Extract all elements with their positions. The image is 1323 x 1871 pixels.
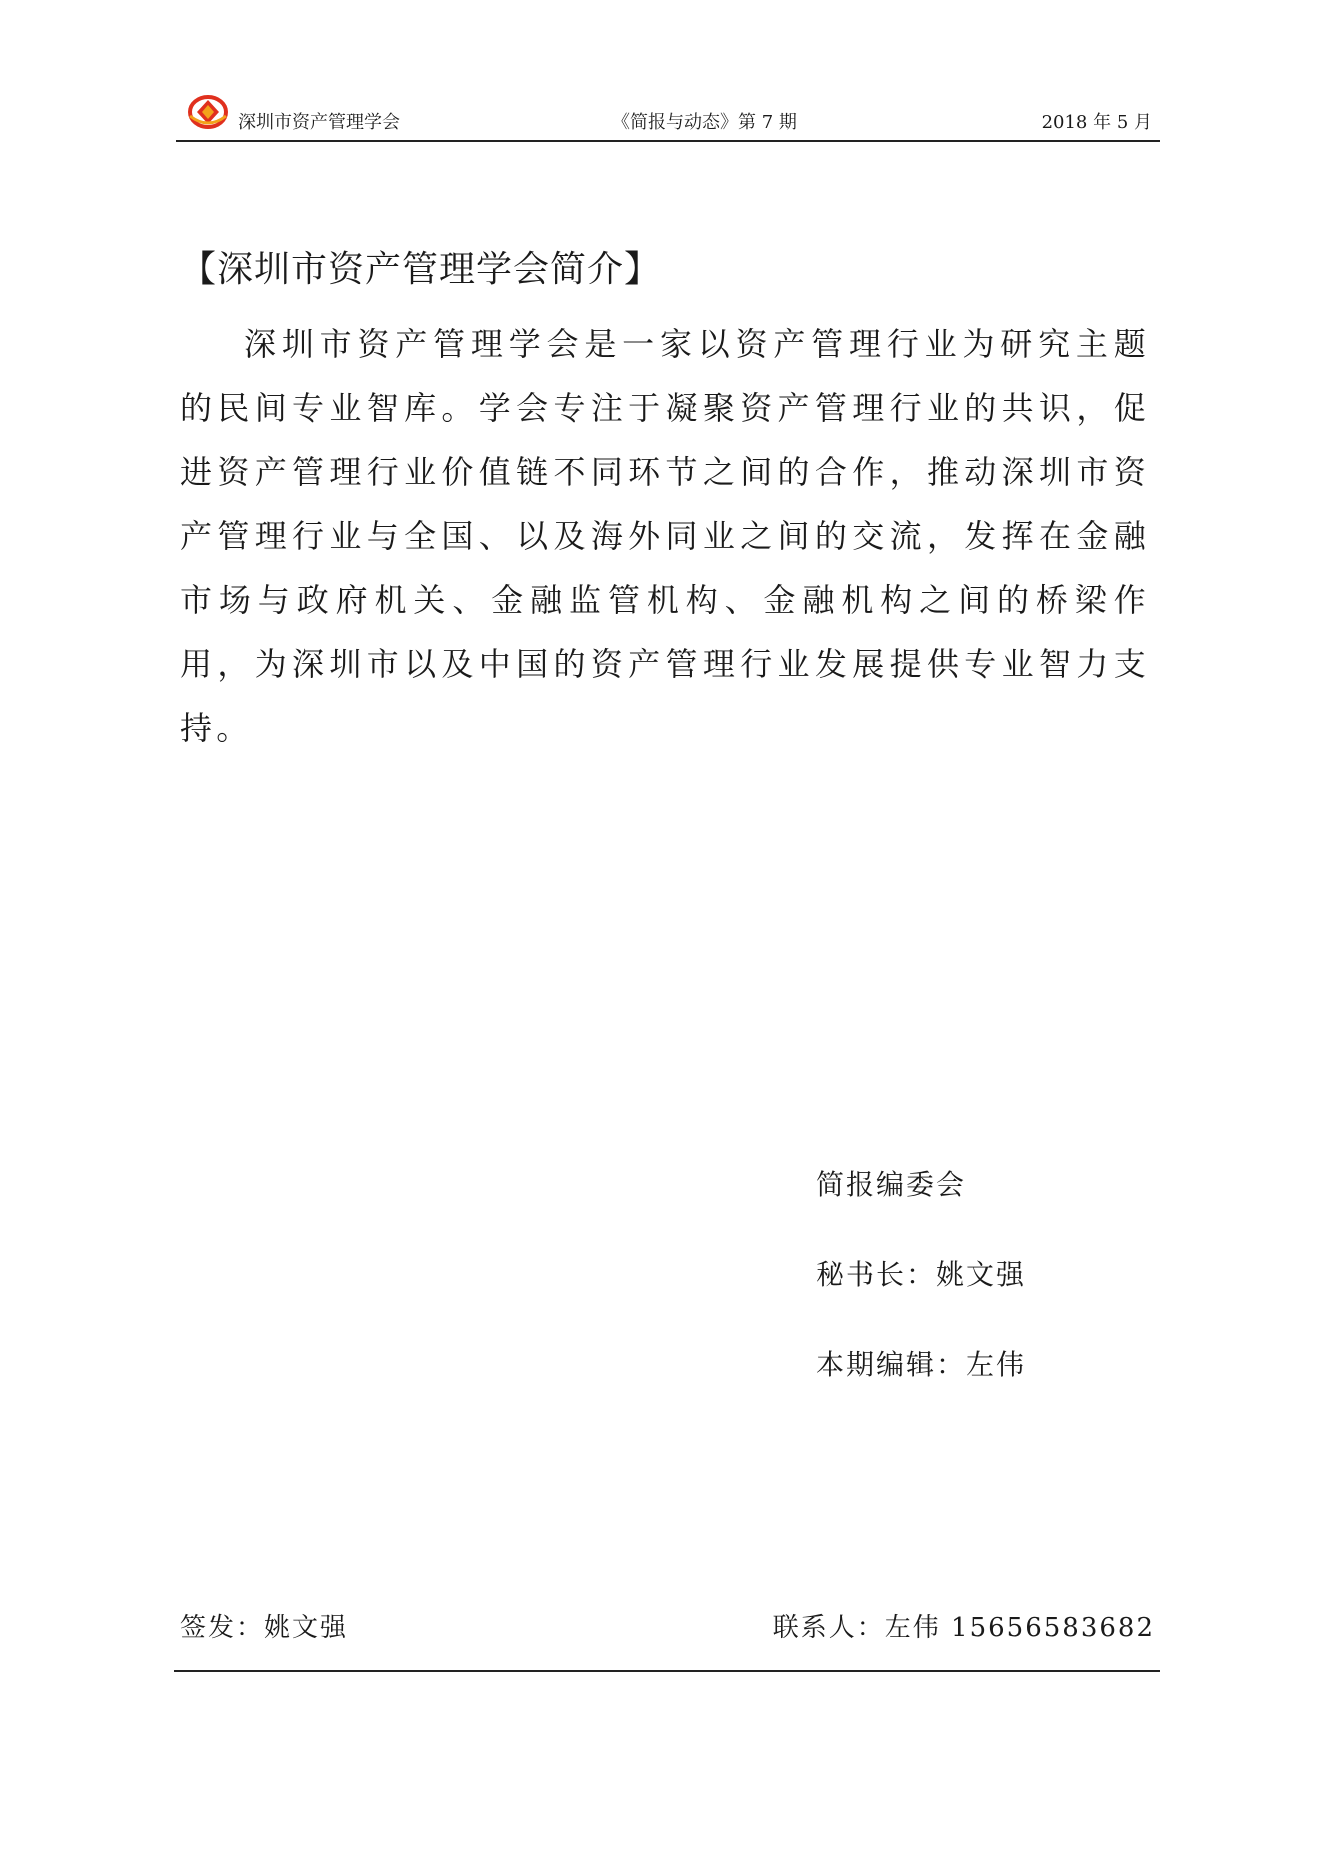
intro-title: 【深圳市资产管理学会简介】: [180, 249, 662, 290]
society-logo-icon: [188, 94, 228, 130]
committee-editor: 本期编辑：左伟: [816, 1348, 1027, 1381]
header-date: 2018 年 5 月: [1041, 112, 1152, 133]
footer-contact: 联系人：左伟 15656583682: [772, 1613, 1155, 1643]
header-org-name: 深圳市资产管理学会: [238, 112, 400, 133]
intro-paragraph: 深圳市资产管理学会是一家以资产管理行业为研究主题的民间专业智库。学会专注于凝聚资产管理行业的共识，促进资产管理行业价值链不同环节之间的合作，推动深圳市资产管理行业与全国、以及海外同业之间的交流，发挥在金融市场与政府机关、金融监管机构、金融机构之间的桥梁作用，为深圳市以及中国的资产管理行业发展提供专业智力支持。: [180, 325, 1150, 747]
page-header: [176, 92, 1160, 142]
footer-divider: [174, 1670, 1160, 1672]
footer-issuer: 签发：姚文强: [180, 1613, 349, 1643]
committee-name: 简报编委会: [816, 1168, 967, 1201]
header-issue: 《简报与动态》第 7 期: [612, 112, 797, 133]
committee-secretary-general: 秘书长：姚文强: [816, 1258, 1027, 1291]
